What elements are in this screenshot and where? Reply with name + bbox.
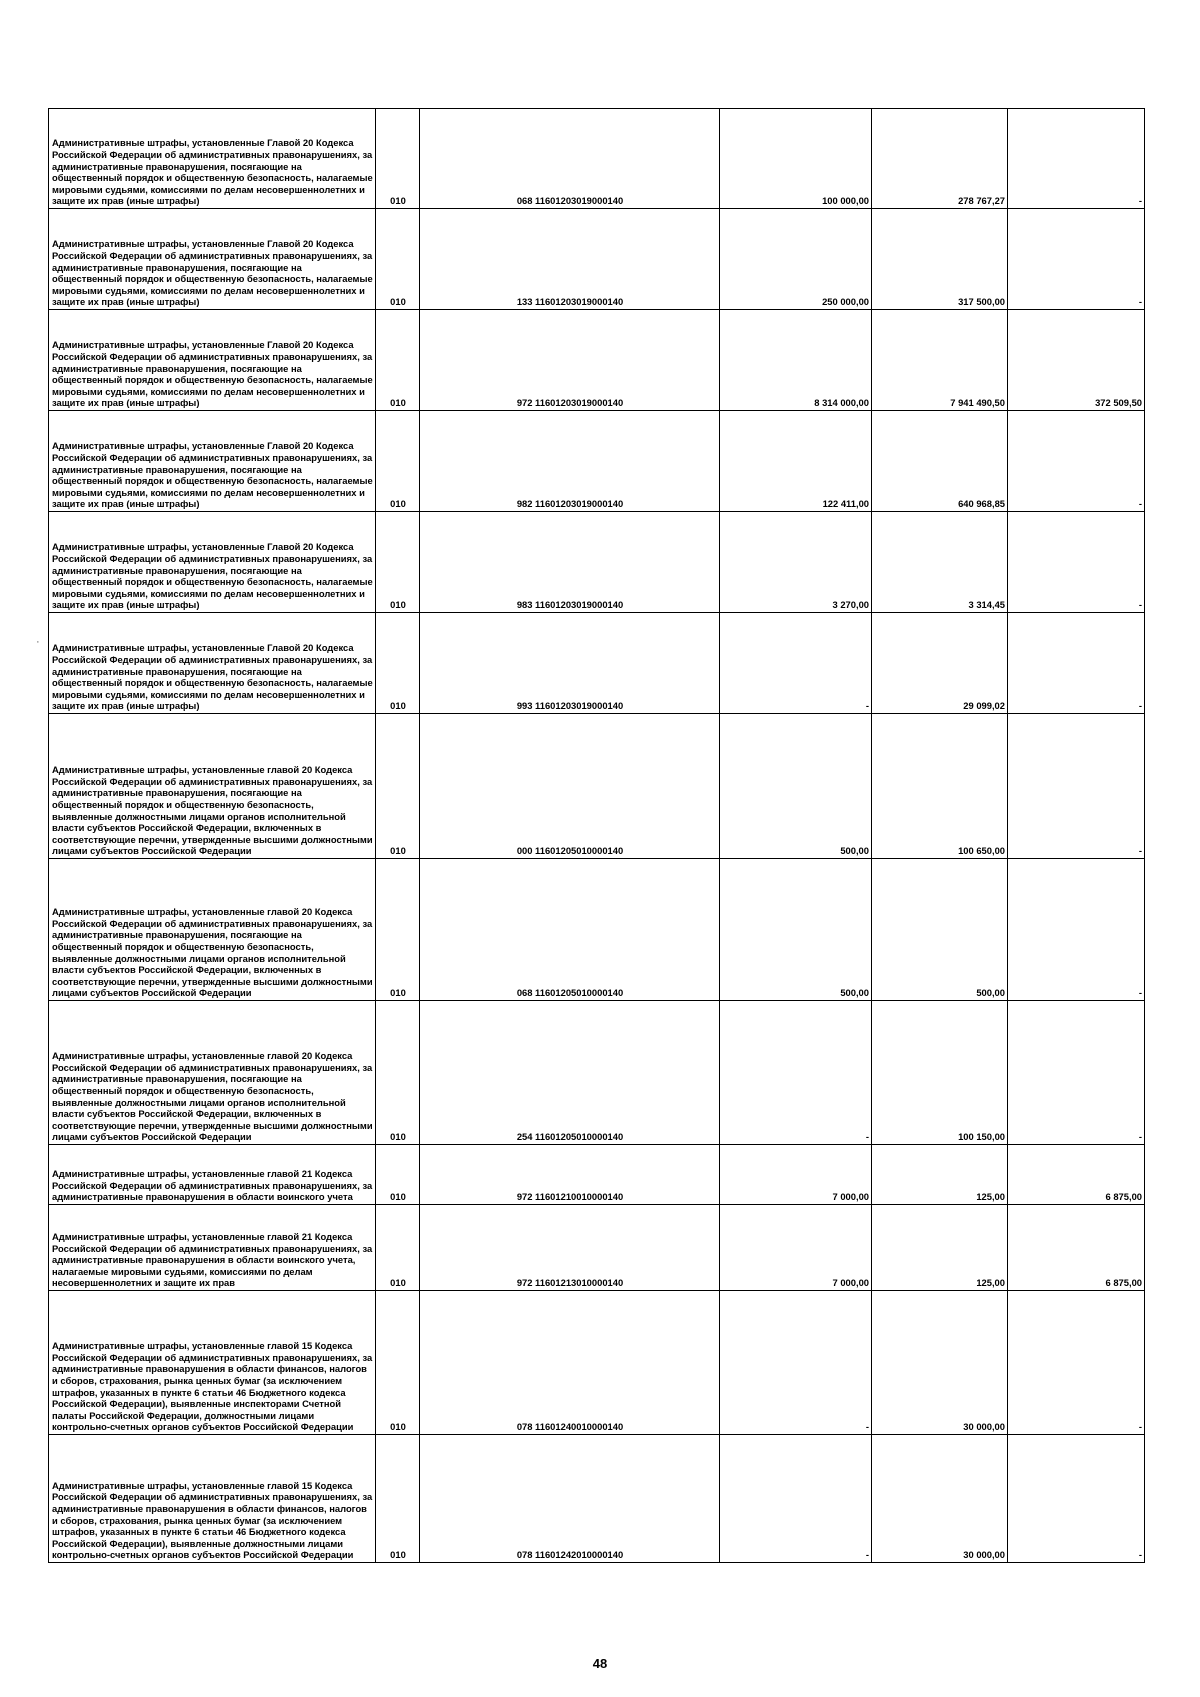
- table-row: [49, 613, 1145, 714]
- revenue-name-cell: Административные штрафы, установленные Главой 20 Кодекса Российской Федерации об административных правонарушениях, за административные правонарушения, посягающие на общественный порядок и общественную безопасность, налагаемые мировыми судьями, комиссиями по делам несовершеннолетних и защите их прав (иные штрафы): [49, 411, 376, 512]
- report-table-container: [48, 108, 1145, 1563]
- table-row: [49, 1205, 1145, 1291]
- revenue-name-cell: Административные штрафы, установленные Главой 20 Кодекса Российской Федерации об административных правонарушениях, за административные правонарушения, посягающие на общественный порядок и общественную безопасность, налагаемые мировыми судьями, комиссиями по делам несовершеннолетних и защите их прав (иные штрафы): [49, 209, 376, 310]
- revenue-name-cell: Административные штрафы, установленные главой 20 Кодекса Российской Федерации об административных правонарушениях, за административные правонарушения, посягающие на общественный порядок и общественную безопасность, выявленные должностными лицами органов исполнительной власти субъектов Российской Федерации, включенных в соответствующие перечни, утвержденные высшими должностными лицами субъектов Российской Федерации: [49, 714, 376, 859]
- table-row: [49, 859, 1145, 1001]
- executed-amount-cell: 125,00: [872, 1145, 1008, 1205]
- classification-code-cell: 133 11601203019000140: [420, 209, 720, 310]
- revenue-name-cell: Административные штрафы, установленные Главой 20 Кодекса Российской Федерации об административных правонарушениях, за административные правонарушения, посягающие на общественный порядок и общественную безопасность, налагаемые мировыми судьями, комиссиями по делам несовершеннолетних и защите их прав (иные штрафы): [49, 512, 376, 613]
- classification-code-cell: 068 11601203019000140: [420, 109, 720, 209]
- executed-amount-cell: 7 941 490,50: [872, 310, 1008, 411]
- approved-amount-cell: 122 411,00: [720, 411, 872, 512]
- revenue-name-cell: Административные штрафы, установленные Главой 20 Кодекса Российской Федерации об административных правонарушениях, за административные правонарушения, посягающие на общественный порядок и общественную безопасность, налагаемые мировыми судьями, комиссиями по делам несовершеннолетних и защите их прав (иные штрафы): [49, 310, 376, 411]
- executed-amount-cell: 100 150,00: [872, 1001, 1008, 1145]
- classification-code-cell: 993 11601203019000140: [420, 613, 720, 714]
- approved-amount-cell: 500,00: [720, 714, 872, 859]
- unexecuted-amount-cell: -: [1008, 512, 1145, 613]
- revenue-name-cell: Административные штрафы, установленные главой 20 Кодекса Российской Федерации об административных правонарушениях, за административные правонарушения, посягающие на общественный порядок и общественную безопасность, выявленные должностными лицами органов исполнительной власти субъектов Российской Федерации, включенных в соответствующие перечни, утвержденные высшими должностными лицами субъектов Российской Федерации: [49, 1001, 376, 1145]
- unexecuted-amount-cell: -: [1008, 714, 1145, 859]
- approved-amount-cell: -: [720, 1001, 872, 1145]
- line-code-cell: 010: [376, 512, 420, 613]
- revenue-table: [48, 108, 1145, 1563]
- table-row: [49, 1001, 1145, 1145]
- line-code-cell: 010: [376, 1001, 420, 1145]
- executed-amount-cell: 500,00: [872, 859, 1008, 1001]
- table-row: [49, 1145, 1145, 1205]
- executed-amount-cell: 29 099,02: [872, 613, 1008, 714]
- executed-amount-cell: 3 314,45: [872, 512, 1008, 613]
- scan-speck: ·: [36, 636, 40, 648]
- executed-amount-cell: 30 000,00: [872, 1435, 1008, 1563]
- classification-code-cell: 972 11601210010000140: [420, 1145, 720, 1205]
- classification-code-cell: 078 11601242010000140: [420, 1435, 720, 1563]
- unexecuted-amount-cell: -: [1008, 1001, 1145, 1145]
- classification-code-cell: 078 11601240010000140: [420, 1291, 720, 1435]
- classification-code-cell: 983 11601203019000140: [420, 512, 720, 613]
- unexecuted-amount-cell: 6 875,00: [1008, 1205, 1145, 1291]
- line-code-cell: 010: [376, 1205, 420, 1291]
- approved-amount-cell: 500,00: [720, 859, 872, 1001]
- table-row: [49, 411, 1145, 512]
- approved-amount-cell: -: [720, 1435, 872, 1563]
- executed-amount-cell: 278 767,27: [872, 109, 1008, 209]
- table-row: [49, 1435, 1145, 1563]
- revenue-name-cell: Административные штрафы, установленные главой 21 Кодекса Российской Федерации об административных правонарушениях, за административные правонарушения в области воинского учета: [49, 1145, 376, 1205]
- unexecuted-amount-cell: 6 875,00: [1008, 1145, 1145, 1205]
- line-code-cell: 010: [376, 411, 420, 512]
- executed-amount-cell: 30 000,00: [872, 1291, 1008, 1435]
- executed-amount-cell: 100 650,00: [872, 714, 1008, 859]
- line-code-cell: 010: [376, 1291, 420, 1435]
- revenue-name-cell: Административные штрафы, установленные Главой 20 Кодекса Российской Федерации об административных правонарушениях, за административные правонарушения, посягающие на общественный порядок и общественную безопасность, налагаемые мировыми судьями, комиссиями по делам несовершеннолетних и защите их прав (иные штрафы): [49, 613, 376, 714]
- revenue-name-cell: Административные штрафы, установленные Главой 20 Кодекса Российской Федерации об административных правонарушениях, за административные правонарушения, посягающие на общественный порядок и общественную безопасность, налагаемые мировыми судьями, комиссиями по делам несовершеннолетних и защите их прав (иные штрафы): [49, 109, 376, 209]
- line-code-cell: 010: [376, 1145, 420, 1205]
- classification-code-cell: 068 11601205010000140: [420, 859, 720, 1001]
- unexecuted-amount-cell: -: [1008, 109, 1145, 209]
- line-code-cell: 010: [376, 209, 420, 310]
- unexecuted-amount-cell: -: [1008, 859, 1145, 1001]
- classification-code-cell: 972 11601203019000140: [420, 310, 720, 411]
- line-code-cell: 010: [376, 714, 420, 859]
- approved-amount-cell: 100 000,00: [720, 109, 872, 209]
- executed-amount-cell: 640 968,85: [872, 411, 1008, 512]
- table-row: [49, 310, 1145, 411]
- line-code-cell: 010: [376, 310, 420, 411]
- approved-amount-cell: 7 000,00: [720, 1205, 872, 1291]
- unexecuted-amount-cell: -: [1008, 411, 1145, 512]
- approved-amount-cell: 7 000,00: [720, 1145, 872, 1205]
- approved-amount-cell: -: [720, 1291, 872, 1435]
- line-code-cell: 010: [376, 1435, 420, 1563]
- approved-amount-cell: 250 000,00: [720, 209, 872, 310]
- line-code-cell: 010: [376, 859, 420, 1001]
- revenue-name-cell: Административные штрафы, установленные главой 15 Кодекса Российской Федерации об административных правонарушениях, за административные правонарушения в области финансов, налогов и сборов, страхования, рынка ценных бумаг (за исключением штрафов, указанных в пункте 6 статьи 46 Бюджетного кодекса Российской Федерации), выявленные должностными лицами контрольно-счетных органов субъектов Российской Федерации: [49, 1435, 376, 1563]
- table-body: [49, 109, 1145, 1563]
- line-code-cell: 010: [376, 613, 420, 714]
- classification-code-cell: 254 11601205010000140: [420, 1001, 720, 1145]
- classification-code-cell: 972 11601213010000140: [420, 1205, 720, 1291]
- revenue-name-cell: Административные штрафы, установленные главой 21 Кодекса Российской Федерации об административных правонарушениях, за административные правонарушения в области воинского учета, налагаемые мировыми судьями, комиссиями по делам несовершеннолетних и защите их прав: [49, 1205, 376, 1291]
- revenue-name-cell: Административные штрафы, установленные главой 15 Кодекса Российской Федерации об административных правонарушениях, за административные правонарушения в области финансов, налогов и сборов, страхования, рынка ценных бумаг (за исключением штрафов, указанных в пункте 6 статьи 46 Бюджетного кодекса Российской Федерации), выявленные инспекторами Счетной палаты Российской Федерации, должностными лицами контрольно-счетных органов субъектов Российской Федерации: [49, 1291, 376, 1435]
- table-row: [49, 209, 1145, 310]
- approved-amount-cell: -: [720, 613, 872, 714]
- unexecuted-amount-cell: -: [1008, 613, 1145, 714]
- approved-amount-cell: 3 270,00: [720, 512, 872, 613]
- classification-code-cell: 982 11601203019000140: [420, 411, 720, 512]
- table-row: [49, 109, 1145, 209]
- table-row: [49, 714, 1145, 859]
- revenue-name-cell: Административные штрафы, установленные главой 20 Кодекса Российской Федерации об административных правонарушениях, за административные правонарушения, посягающие на общественный порядок и общественную безопасность, выявленные должностными лицами органов исполнительной власти субъектов Российской Федерации, включенных в соответствующие перечни, утвержденные высшими должностными лицами субъектов Российской Федерации: [49, 859, 376, 1001]
- unexecuted-amount-cell: -: [1008, 1435, 1145, 1563]
- page-number: 48: [592, 1656, 608, 1671]
- table-row: [49, 1291, 1145, 1435]
- executed-amount-cell: 125,00: [872, 1205, 1008, 1291]
- classification-code-cell: 000 11601205010000140: [420, 714, 720, 859]
- line-code-cell: 010: [376, 109, 420, 209]
- unexecuted-amount-cell: -: [1008, 209, 1145, 310]
- table-row: [49, 512, 1145, 613]
- unexecuted-amount-cell: -: [1008, 1291, 1145, 1435]
- unexecuted-amount-cell: 372 509,50: [1008, 310, 1145, 411]
- executed-amount-cell: 317 500,00: [872, 209, 1008, 310]
- approved-amount-cell: 8 314 000,00: [720, 310, 872, 411]
